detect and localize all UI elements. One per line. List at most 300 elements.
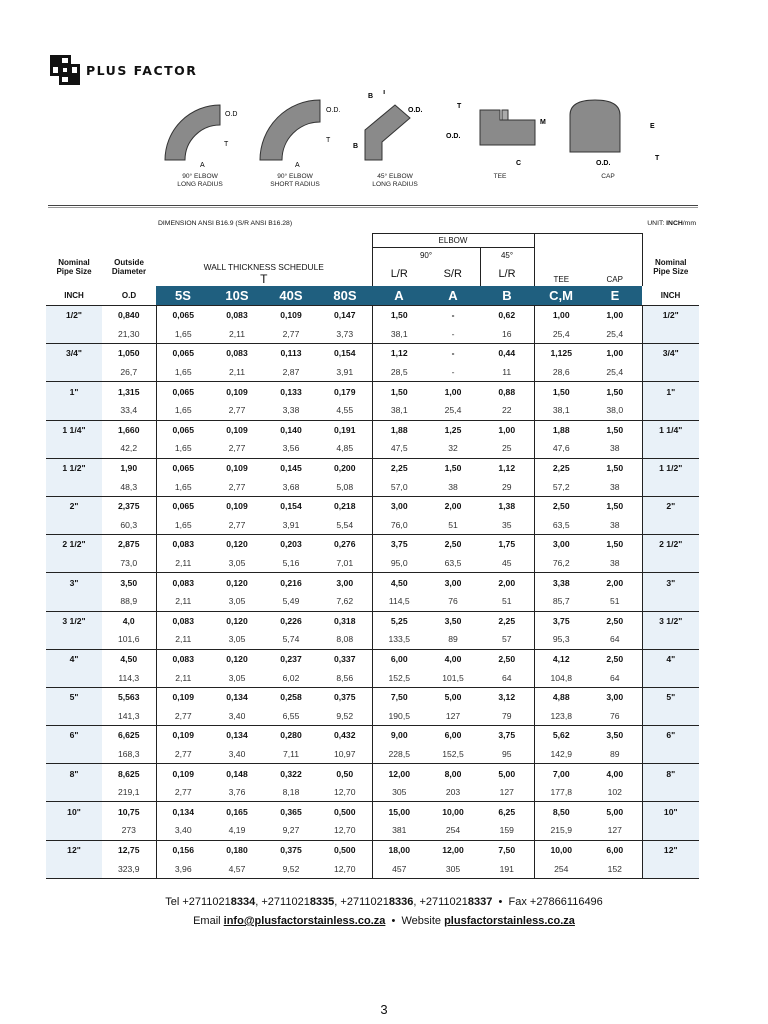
nominal-size-cell-right: 2" (642, 496, 699, 515)
value-cell: 0,165 (210, 802, 264, 821)
nominal-size-cell-right: 1" (642, 382, 699, 401)
value-cell: 1,00 (588, 344, 642, 363)
value-cell: 0,109 (210, 496, 264, 515)
od-mm-cell: 219,1 (102, 783, 156, 802)
value-cell: 95,0 (390, 558, 408, 569)
od-mm-cell: 114,3 (102, 668, 156, 687)
value-cell: 3,00 (588, 687, 642, 706)
value-cell: 0,154 (318, 344, 372, 363)
diagram-label-b: B (368, 93, 374, 100)
value-cell: 3,12 (480, 687, 534, 706)
value-cell: 7,62 (318, 592, 372, 611)
value-cell: 0,140 (264, 420, 318, 439)
value-cell: 5,08 (318, 477, 372, 496)
value-cell: 25,4 (552, 328, 570, 339)
value-cell: 3,68 (282, 481, 300, 492)
value-cell: 63,5 (444, 558, 462, 569)
value-cell: 0,218 (318, 496, 372, 515)
value-cell: 8,50 (534, 802, 588, 821)
od-inch-cell: 3,50 (102, 573, 156, 592)
nominal-size-cell: 1/2" (46, 306, 102, 325)
nominal-size-cell: 12" (46, 840, 102, 859)
table-row-mm (46, 592, 699, 611)
nominal-size-cell-right: 4" (642, 649, 699, 668)
value-cell: 8,00 (426, 764, 480, 783)
value-cell: 6,00 (426, 726, 480, 745)
value-cell: 8,56 (318, 668, 372, 687)
value-cell: 152,5 (388, 672, 410, 683)
value-cell: 6,25 (480, 802, 534, 821)
value-cell: 2,11 (228, 367, 246, 378)
value-cell: 114,5 (388, 596, 410, 607)
diagram-label-a: A (200, 162, 205, 169)
value-cell: 95,3 (552, 634, 570, 645)
nominal-size-cell: 3/4" (46, 344, 102, 363)
value-cell: 4,00 (588, 764, 642, 783)
nominal-size-cell-right: 6" (642, 726, 699, 745)
value-cell: 305 (392, 787, 407, 798)
od-label: O.D (121, 290, 137, 300)
nominal-size-cell-right: 1/2" (642, 306, 699, 325)
value-cell: 38,0 (588, 401, 642, 420)
value-cell: 3,00 (372, 496, 426, 515)
diagram-label-m: M (540, 119, 546, 126)
table-row-inch (46, 496, 699, 515)
value-cell: 133,5 (388, 634, 410, 645)
value-cell: 5,62 (534, 726, 588, 745)
value-cell: 28,6 (552, 367, 570, 378)
value-cell: 2,77 (228, 519, 246, 530)
table-row-mm (46, 668, 699, 687)
value-cell: 0,065 (156, 496, 210, 515)
value-cell: 3,38 (282, 405, 300, 416)
value-cell: 5,74 (282, 634, 300, 645)
value-cell: 215,9 (550, 825, 572, 836)
nominal-size-cell: 4" (46, 649, 102, 668)
value-cell: 0,083 (210, 306, 264, 325)
band-b: B (480, 286, 534, 306)
value-cell: 3,05 (228, 558, 246, 569)
value-cell: - (451, 328, 455, 339)
value-cell: 1,38 (480, 496, 534, 515)
value-cell: 3,91 (318, 363, 372, 382)
inch-label-right: INCH (660, 290, 681, 300)
value-cell: 127 (480, 783, 534, 802)
value-cell: 0,120 (210, 535, 264, 554)
value-cell: 3,40 (228, 748, 246, 759)
value-cell: 38 (588, 439, 642, 458)
value-cell: 1,65 (174, 443, 192, 454)
value-cell: 0,065 (156, 420, 210, 439)
value-cell: 64 (480, 668, 534, 687)
value-cell: 1,50 (534, 382, 588, 401)
phone-number[interactable]: +27110218335 (261, 896, 335, 908)
diagram-label-od: O.D. (596, 160, 611, 167)
tee-drawing (446, 103, 546, 167)
value-cell: 0,120 (210, 649, 264, 668)
value-cell: 29 (480, 477, 534, 496)
value-cell: 0,216 (264, 573, 318, 592)
value-cell: 0,109 (210, 458, 264, 477)
diagram-caption: 90° ELBOW LONG RADIUS (177, 173, 223, 188)
phone-number[interactable]: +27110218337 (419, 896, 493, 908)
value-cell: 0,191 (318, 420, 372, 439)
value-cell: 3,56 (282, 443, 300, 454)
value-cell: 0,083 (156, 573, 210, 592)
value-cell: 63,5 (552, 519, 570, 530)
table-row-inch (46, 573, 699, 592)
od-mm-cell: 21,30 (102, 325, 156, 344)
value-cell: 1,50 (588, 458, 642, 477)
value-cell: 3,38 (534, 573, 588, 592)
value-cell: 2,77 (228, 405, 246, 416)
value-cell: 3,05 (228, 672, 246, 683)
value-cell: 4,12 (534, 649, 588, 668)
page-number: 3 (380, 1002, 388, 1017)
value-cell: 2,50 (426, 535, 480, 554)
value-cell: 10,97 (318, 745, 372, 764)
wall-thickness-header: WALL THICKNESS SCHEDULE T (156, 248, 372, 286)
value-cell: 102 (588, 783, 642, 802)
value-cell: 0,432 (318, 726, 372, 745)
diagram-label-t: T (382, 90, 387, 96)
value-cell: 0,88 (480, 382, 534, 401)
nominal-size-cell-right: 10" (642, 802, 699, 821)
contact-phones: Tel +27110218334, +27110218335, +27110218336, +27110218337 • Fax +27866116496 (165, 896, 603, 908)
phone-number[interactable]: +27110218334 (182, 896, 256, 908)
plus-factor-logo-icon (50, 55, 80, 85)
value-cell: 3,50 (426, 611, 480, 630)
tee-header: TEE (553, 274, 570, 284)
value-cell: 0,083 (210, 344, 264, 363)
value-cell: 4,55 (318, 401, 372, 420)
value-cell: 38,1 (552, 405, 570, 416)
value-cell: 0,113 (264, 344, 318, 363)
brand-logo (50, 55, 197, 85)
value-cell: 5,49 (282, 596, 300, 607)
value-cell: 0,120 (210, 573, 264, 592)
value-cell: 2,77 (282, 328, 300, 339)
nominal-size-cell-right: 2 1/2" (642, 535, 699, 554)
od-inch-cell: 10,75 (102, 802, 156, 821)
value-cell: 2,25 (372, 458, 426, 477)
value-cell: 4,88 (534, 687, 588, 706)
nominal-size-cell: 6" (46, 726, 102, 745)
value-cell: 0,109 (156, 764, 210, 783)
value-cell: 51 (480, 592, 534, 611)
value-cell: 1,65 (174, 481, 192, 492)
value-cell: 127 (445, 710, 461, 721)
value-cell: 2,77 (174, 710, 192, 721)
diagram-label-b2: B (353, 143, 359, 150)
value-cell: 0,200 (318, 458, 372, 477)
value-cell: 1,50 (372, 382, 426, 401)
divider (48, 205, 698, 206)
value-cell: 1,50 (588, 420, 642, 439)
band-80s: 80S (318, 286, 372, 306)
value-cell: 2,77 (174, 787, 192, 798)
value-cell: 0,065 (156, 306, 210, 325)
value-cell: 1,50 (372, 306, 426, 325)
lr-header: L/R (372, 263, 426, 286)
table-row-inch (46, 344, 699, 363)
value-cell: 3,73 (318, 325, 372, 344)
table-row-inch (46, 382, 699, 401)
diagram-caption: 45° ELBOW LONG RADIUS (372, 173, 418, 188)
value-cell: 4,50 (372, 573, 426, 592)
table-row-inch (46, 840, 699, 859)
od-inch-cell: 1,660 (102, 420, 156, 439)
value-cell: 7,01 (318, 554, 372, 573)
divider (48, 207, 698, 208)
diagram-label-od: O.D (225, 111, 238, 118)
value-cell: 2,00 (480, 573, 534, 592)
value-cell: - (426, 344, 480, 363)
cap-drawing (570, 100, 660, 167)
outside-diameter-header: Outside Diameter (111, 257, 147, 276)
value-cell: 2,50 (588, 649, 642, 668)
value-cell: 1,50 (426, 458, 480, 477)
band-e: E (588, 286, 642, 306)
nominal-header: Nominal Pipe Size (56, 257, 92, 276)
od-mm-cell: 141,3 (102, 706, 156, 725)
value-cell: 0,375 (264, 840, 318, 859)
value-cell: 9,27 (282, 825, 300, 836)
value-cell: 0,365 (264, 802, 318, 821)
value-cell: 203 (445, 787, 461, 798)
value-cell: 0,276 (318, 535, 372, 554)
od-mm-cell: 48,3 (102, 477, 156, 496)
fittings-drawing (150, 90, 690, 170)
nominal-size-cell: 8" (46, 764, 102, 783)
value-cell: 1,12 (372, 344, 426, 363)
value-cell: 64 (588, 668, 642, 687)
value-cell: 1,00 (426, 382, 480, 401)
value-cell: 1,65 (174, 405, 192, 416)
band-cm: C,M (534, 286, 588, 306)
table-row-inch (46, 458, 699, 477)
value-cell: 12,00 (372, 764, 426, 783)
value-cell: 57,2 (552, 481, 570, 492)
value-cell: 10,00 (426, 802, 480, 821)
value-cell: 38,1 (390, 405, 408, 416)
value-cell: 0,62 (480, 306, 534, 325)
value-cell: 0,226 (264, 611, 318, 630)
value-cell: 1,88 (534, 420, 588, 439)
value-cell: 38 (448, 481, 458, 492)
od-mm-cell: 168,3 (102, 745, 156, 764)
value-cell: 305 (426, 859, 480, 878)
nominal-size-cell-right: 3" (642, 573, 699, 592)
value-cell: 0,337 (318, 649, 372, 668)
value-cell: 7,00 (534, 764, 588, 783)
value-cell: 15,00 (372, 802, 426, 821)
value-cell: 6,02 (282, 672, 300, 683)
value-cell: 9,00 (372, 726, 426, 745)
od-inch-cell: 8,625 (102, 764, 156, 783)
value-cell: 5,25 (372, 611, 426, 630)
value-cell: 1,00 (588, 306, 642, 325)
value-cell: 1,125 (534, 344, 588, 363)
value-cell: 8,18 (282, 787, 300, 798)
value-cell: 0,083 (156, 649, 210, 668)
table-row-inch (46, 535, 699, 554)
phone-number[interactable]: +27110218336 (340, 896, 414, 908)
value-cell: 152,5 (442, 748, 464, 759)
value-cell: 76 (588, 706, 642, 725)
table-body (46, 306, 699, 879)
diagram-caption: 90° ELBOW SHORT RADIUS (270, 173, 320, 188)
od-inch-cell: 1,050 (102, 344, 156, 363)
diagram-label-t: T (457, 103, 462, 110)
od-mm-cell: 88,9 (102, 592, 156, 611)
value-cell: - (426, 306, 480, 325)
value-cell: 7,50 (480, 840, 534, 859)
value-cell: 0,258 (264, 687, 318, 706)
od-mm-cell: 73,0 (102, 554, 156, 573)
nominal-size-cell: 3 1/2" (46, 611, 102, 630)
value-cell: 9,52 (318, 706, 372, 725)
value-cell: 3,40 (174, 825, 192, 836)
elbow-90-header: 90° (372, 248, 480, 263)
value-cell: 0,280 (264, 726, 318, 745)
value-cell: 0,134 (210, 726, 264, 745)
value-cell: 0,109 (210, 382, 264, 401)
fittings-spec-table (46, 233, 699, 879)
value-cell: 1,65 (174, 519, 192, 530)
value-cell: 1,50 (588, 382, 642, 401)
diagram-label-od: O.D. (408, 107, 423, 114)
value-cell: 5,00 (480, 764, 534, 783)
od-mm-cell: 33,4 (102, 401, 156, 420)
value-cell: 85,7 (552, 596, 570, 607)
value-cell: 1,25 (426, 420, 480, 439)
value-cell: 142,9 (550, 748, 572, 759)
value-cell: 0,375 (318, 687, 372, 706)
diagram-label-t: T (224, 141, 229, 148)
value-cell: 51 (448, 519, 458, 530)
value-cell: 35 (480, 516, 534, 535)
od-inch-cell: 2,875 (102, 535, 156, 554)
od-mm-cell: 323,9 (102, 859, 156, 878)
od-mm-cell: 42,2 (102, 439, 156, 458)
od-inch-cell: 4,0 (102, 611, 156, 630)
table-row-inch (46, 726, 699, 745)
email-link[interactable]: info@plusfactorstainless.co.za (223, 915, 386, 927)
nominal-size-cell-right: 8" (642, 764, 699, 783)
value-cell: 0,134 (210, 687, 264, 706)
value-cell: 0,109 (156, 726, 210, 745)
value-cell: 89 (588, 745, 642, 764)
band-5s: 5S (156, 286, 210, 306)
value-cell: 2,00 (588, 573, 642, 592)
value-cell: 0,133 (264, 382, 318, 401)
value-cell: 457 (372, 859, 426, 878)
value-cell: 228,5 (388, 748, 410, 759)
table-row-inch (46, 764, 699, 783)
value-cell: 64 (588, 630, 642, 649)
value-cell: 3,75 (480, 726, 534, 745)
value-cell: 76,0 (390, 519, 408, 530)
od-mm-cell: 60,3 (102, 516, 156, 535)
nominal-size-cell: 3" (46, 573, 102, 592)
value-cell: 1,65 (174, 328, 192, 339)
value-cell: 12,00 (426, 840, 480, 859)
value-cell: 4,85 (318, 439, 372, 458)
value-cell: 12,70 (318, 783, 372, 802)
value-cell: 12,70 (318, 821, 372, 840)
table-row-mm (46, 325, 699, 344)
nominal-size-cell-right: 12" (642, 840, 699, 859)
value-cell: 2,77 (174, 748, 192, 759)
value-cell: 254 (445, 825, 461, 836)
value-cell: 0,44 (480, 344, 534, 363)
fitting-diagrams (150, 90, 690, 200)
band-a-lr: A (372, 286, 426, 306)
elbow-90-long-radius-drawing (165, 105, 237, 169)
table-row-inch (46, 687, 699, 706)
website-link[interactable]: plusfactorstainless.co.za (444, 915, 575, 927)
value-cell: 3,05 (228, 634, 246, 645)
value-cell: 22 (480, 401, 534, 420)
value-cell: 0,065 (156, 458, 210, 477)
value-cell: 3,75 (372, 535, 426, 554)
diagram-label-a: A (295, 162, 300, 169)
value-cell: 0,322 (264, 764, 318, 783)
value-cell: 1,75 (480, 535, 534, 554)
table-row-inch (46, 802, 699, 821)
contact-block (0, 893, 768, 931)
nominal-header-right: Nominal Pipe Size (653, 257, 689, 276)
table-row-mm (46, 859, 699, 878)
band-40s: 40S (264, 286, 318, 306)
value-cell: 101,5 (442, 672, 464, 683)
nominal-size-cell: 1 1/2" (46, 458, 102, 477)
table-row-mm (46, 363, 699, 382)
nominal-size-cell-right: 3/4" (642, 344, 699, 363)
spec-note: DIMENSION ANSI B16.9 (S/R ANSI B16.28) (158, 220, 293, 227)
value-cell: 76,2 (552, 558, 570, 569)
value-cell: 32 (448, 443, 458, 454)
nominal-size-cell: 5" (46, 687, 102, 706)
value-cell: 1,12 (480, 458, 534, 477)
value-cell: 5,16 (282, 558, 300, 569)
value-cell: 0,083 (156, 535, 210, 554)
value-cell: 7,50 (372, 687, 426, 706)
value-cell: 0,156 (156, 840, 210, 859)
value-cell: 79 (480, 706, 534, 725)
value-cell: 0,500 (318, 802, 372, 821)
diagram-label-od: O.D. (326, 107, 341, 114)
table-row-mm (46, 783, 699, 802)
contact-web: Email info@plusfactorstainless.co.za • Website plusfactorstainless.co.za (193, 915, 575, 927)
value-cell: 2,11 (175, 634, 192, 645)
value-cell: 4,00 (426, 649, 480, 668)
elbow-header: ELBOW (372, 234, 534, 248)
value-cell: 6,55 (282, 710, 300, 721)
diagram-caption: CAP (601, 173, 615, 180)
value-cell: 3,00 (318, 573, 372, 592)
value-cell: 76 (448, 596, 458, 607)
diagram-caption: TEE (493, 173, 507, 180)
nominal-size-cell: 1 1/4" (46, 420, 102, 439)
table-row-mm (46, 477, 699, 496)
value-cell: 1,50 (588, 496, 642, 515)
table-row-inch (46, 649, 699, 668)
od-mm-cell: 273 (102, 821, 156, 840)
band-10s: 10S (210, 286, 264, 306)
value-cell: 2,25 (534, 458, 588, 477)
